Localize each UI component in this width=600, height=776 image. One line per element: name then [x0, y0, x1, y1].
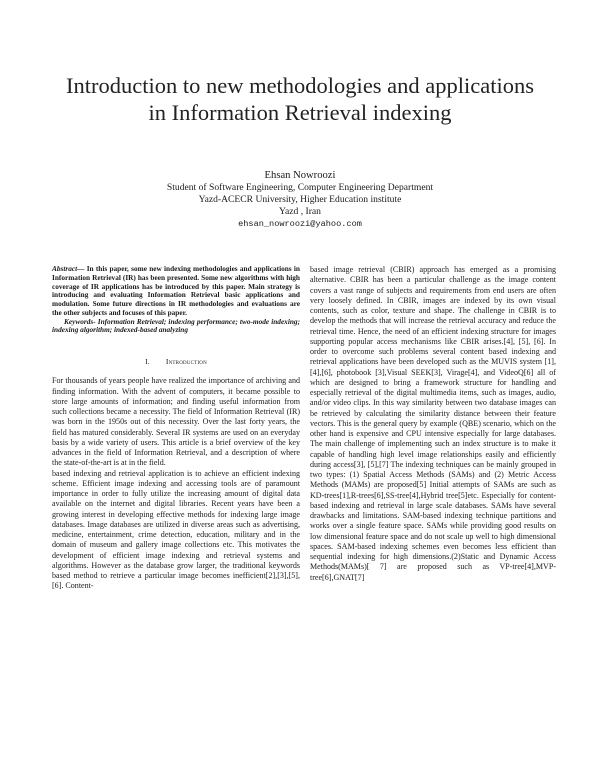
abstract-text: In this paper, some new indexing methodologies and applications in Information Retrieval (IR) has been presented. Some new algorithms with high coverage of IR applications has be introduced by this paper. Main strategy is introducing and evaluating Information Retrieval basic applications and modulation. Some future directions in IR methodologies and evaluations are the other subjects and focuses of this paper.: [52, 264, 300, 317]
body-paragraph-2: based indexing and retrieval application is to achieve an efficient indexing scheme. Efficient image indexing and accessing tools are of paramount importance in order to fully utilize the increasing amount of digital data available on the internet and digital libraries. Recent years have been a growing interest in developing effective methods for indexing large image databases. Image databases are utilized in diverse areas such as advertising, medicine, entertainment, crime detection, education, military and in the domain of museum and gallery image collections etc. This motivates the development of efficient image indexing and retrieval systems and algorithms. However as the database grow larger, the traditional keywords based method to retrieve a particular image becomes inefficient[2],[3],[5],[6]. Content-: [52, 468, 300, 591]
author-name: Ehsan Nowroozi: [264, 170, 336, 181]
title-line-1: Introduction to new methodologies and applications: [65, 73, 535, 98]
body-paragraph-1: For thousands of years people have realized the importance of archiving and finding information. With the advent of computers, it became possible to store large amounts of information; and finding useful information from such collections became a necessity. The field of Information Retrieval (IR) was born in the 1950s out of this necessity. Over the last forty years, the field has matured considerably. Several IR systems are used on an everyday basis by a wide variety of users. This article is a brief overview of the key advances in the field of Information Retrieval, and a description of where the state-of-the-art is at in the field.: [52, 376, 300, 468]
author-email: ehsan_nowroozi@yahoo.com: [238, 219, 362, 230]
author-block: [20, 170, 580, 230]
author-affiliation-2: Yazd-ACECR University, Higher Education institute: [198, 194, 402, 206]
left-column: [52, 265, 300, 592]
paper-title: [20, 72, 580, 126]
right-column: [310, 265, 556, 583]
body-paragraph-right: based image retrieval (CBIR) approach has emerged as a promising alternative. CBIR has been a particular challenge as the image content covers a vast range of subjects and requirements from end users are often very loosely defined. In CBIR, images are indexed by its own visual contents, such as color, texture and shape. The challenge in CBIR is to develop the methods that will increase the retrieval accuracy and reduce the retrieval time. Hence, the need of an efficient indexing structure for images supporting popular access mechanisms like CBIR arises.[4], [5], [6]. In order to overcome such problems several content based indexing and retrieval applications have been developed such as the MUVIS system [1],[4],[6], photobook [3],Visual SEEK[3], Virage[4], and VideoQ[6] all of which are designed to bring a framework structure for handling and especially retrieval of the digital multimedia items, such as images, audio, and/or video clips. In this way similarity between two database images can be retrieved by calculating the similarity distance between their feature vectors. This is the general query by example (QBE) scenario, which on the other hand is expensive and CPU intensive especially for large databases. The main challenge of implementing such an index structure is to make it capable of handling high level image relationships easily and efficiently during access[3], [5],[7] The indexing techniques can be mainly grouped in two types: (1) Spatial Access Methods (SAMs) and (2) Metric Access Methods (MAMs) are proposed[5] Initial attempts of SAMs are such as KD-trees[1],R-trees[6],SS-tree[4],Hybrid tree[5]etc. Especially for content-based indexing and retrieval in large scale databases. SAMs have several drawbacks and limitations. SAM-based indexing technique partitions and works over a single feature space. SAMs while providing good results on low dimensional feature space and do not scale up well to high dimensional spaces. SAM-based indexing schemes even becomes less efficient than sequential indexing for high dimensions.(2)Static and Dynamic Access Methods(MAMs)[ 7] are proposed such as VP-tree[4],MVP- tree[6],GNAT[7]: [310, 265, 556, 582]
author-location: Yazd , Iran: [279, 206, 321, 218]
author-affiliation-1: Student of Software Engineering, Computer Engineering Department: [166, 182, 434, 194]
section-number: I.: [145, 357, 150, 366]
abstract-lead: Abstract—: [52, 264, 85, 273]
keywords: Keywords- Information Retrieval; indexing performance; two-mode indexing; indexing algorithm; indexed-based analyzing: [52, 316, 300, 335]
title-line-2: in Information Retrieval indexing: [148, 100, 452, 125]
abstract: [52, 265, 300, 318]
section-title: Introduction: [165, 357, 207, 366]
section-heading: [52, 357, 300, 367]
